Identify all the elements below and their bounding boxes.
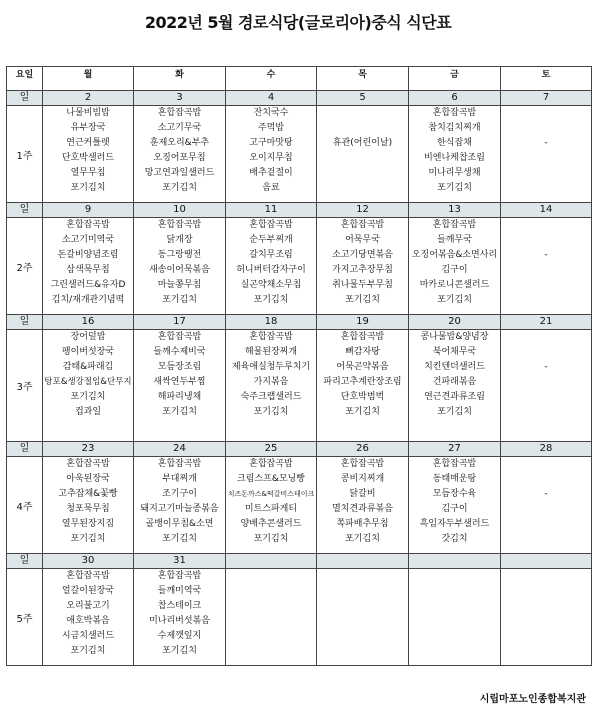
date-cell: 14 [501,203,592,218]
menu-item: 포기김치 [345,295,380,305]
menu-item [501,517,591,532]
menu-item: 혼합잡곡밥 [432,459,477,469]
menu-item: 포기김치 [253,295,289,305]
menu-row [7,218,592,315]
menu-item: 혼합잡곡밥 [66,459,110,469]
menu-item [501,472,591,487]
menu-item: 김구이 [441,265,468,275]
menu-item [501,390,591,405]
sunday-label: 일 [7,442,43,457]
date-cell: 19 [317,315,409,330]
menu-item: 혼합잡곡밥 [157,332,202,342]
menu-item: 얼갈이된장국 [61,586,115,596]
menu-item [317,584,408,599]
menu-item [501,345,591,360]
date-cell: 5 [317,91,409,106]
menu-item [501,457,591,472]
menu-item: 컵과일 [74,407,102,417]
menu-item: 탕포&생강절임&단무지 [44,377,132,387]
menu-cell [317,330,409,442]
menu-item [501,629,591,644]
date-cell: 12 [317,203,409,218]
sunday-label: 일 [7,203,43,218]
date-cell: 23 [43,442,134,457]
menu-item: 숙주크랩샐러드 [240,392,302,402]
menu-item [501,166,591,181]
date-cell: 25 [226,442,317,457]
menu-item: 실곤약채소무침 [240,280,302,290]
date-cell: 30 [43,554,134,569]
menu-cell [501,218,592,315]
menu-cell [409,330,501,442]
menu-item: 포기김치 [345,534,380,544]
menu-item [226,584,316,599]
menu-cell [226,457,317,554]
menu-item: 혼합잡곡밥 [157,108,202,118]
menu-cell [226,330,317,442]
menu-item [501,181,591,196]
date-cell: 18 [226,315,317,330]
menu-item: 포기김치 [162,646,197,656]
menu-item [501,218,591,233]
menu-item: 포기김치 [162,534,197,544]
menu-item [317,181,408,196]
menu-cell [134,106,226,203]
menu-item: 포기김치 [437,183,472,193]
menu-item [409,569,500,584]
date-cell: 28 [501,442,592,457]
date-cell: 9 [43,203,134,218]
menu-item: 김치/재개관기념떡 [51,295,125,305]
menu-item: 포기김치 [437,295,472,305]
menu-item: 수제깻잎지 [157,631,202,641]
menu-cell [409,106,501,203]
menu-item [501,599,591,614]
menu-item: 혼합잡곡밥 [340,459,385,469]
week-label: 2주 [7,218,43,315]
menu-item [501,644,591,659]
menu-item: 망고연과일샐러드 [144,168,215,178]
date-cell: 21 [501,315,592,330]
date-row [7,315,592,330]
menu-row [7,457,592,554]
header-sat: 토 [501,67,592,91]
date-row [7,554,592,569]
menu-item: 소고기무국 [157,123,202,133]
menu-item: 김구이 [441,504,468,514]
menu-item: 콩비지찌개 [340,474,385,484]
menu-item: 애호박볶음 [66,616,110,626]
menu-item [226,644,316,659]
menu-item: 청포묵무침 [66,504,110,514]
date-cell: 3 [134,91,226,106]
menu-item: 가지고추장무침 [332,265,393,275]
menu-cell [409,218,501,315]
menu-item: 포기김치 [437,407,472,417]
menu-item: 주먹밥 [257,123,285,133]
menu-cell [43,330,134,442]
menu-item [501,569,591,584]
header-wed: 수 [226,67,317,91]
menu-item: 제육애실청두루치기 [231,362,311,372]
menu-item: 그린샐러드&유자D [50,280,126,290]
menu-cell [409,569,501,666]
menu-item [317,569,408,584]
menu-item [501,405,591,420]
menu-cell [501,457,592,554]
menu-item [317,121,408,136]
date-cell: 31 [134,554,226,569]
menu-item: 포기김치 [162,295,197,305]
menu-item: 혼합잡곡밥 [157,459,202,469]
menu-item: 혼합잡곡밥 [432,220,477,230]
menu-item [317,629,408,644]
menu-item: 장어덮밥 [70,332,106,342]
menu-item [501,614,591,629]
menu-item: 포기김치 [70,646,106,656]
menu-item: 동그랑땡전 [157,250,202,260]
menu-item: 소고기당면볶음 [332,250,393,260]
menu-item: 단호박범벅 [340,392,385,402]
menu-item: 고구마맛탕 [249,138,293,148]
menu-item: 모듬장조림 [157,362,202,372]
menu-item [317,106,408,121]
menu-item: 포기김치 [162,407,197,417]
header-thu: 목 [317,67,409,91]
menu-item: 고추잡채&꽃빵 [58,489,118,499]
menu-item: 취나물두부무침 [332,280,393,290]
menu-cell [43,106,134,203]
menu-item: 소고기미역국 [61,235,115,245]
date-row [7,91,592,106]
menu-item [409,629,500,644]
menu-item: 건파래볶음 [432,377,477,387]
menu-item: 혼합잡곡밥 [66,571,110,581]
menu-item: 뼈감자탕 [345,347,380,357]
menu-item: 혼합잡곡밥 [340,220,385,230]
menu-item: 동태매운탕 [432,474,477,484]
menu-item: 찹스테이크 [157,601,202,611]
date-cell: 6 [409,91,501,106]
menu-item: 쪽파배추무침 [336,519,389,529]
header-tue: 화 [134,67,226,91]
menu-cell [317,218,409,315]
menu-item: 어묵무국 [345,235,380,245]
menu-item: 갈치무조림 [249,250,293,260]
menu-item: 오징어볶음&소면사리 [411,250,498,260]
menu-item: 비엔나케찹조림 [424,153,485,163]
menu-item: 포기김치 [70,392,106,402]
menu-item: 돈갈비양념조림 [57,250,119,260]
menu-item [409,599,500,614]
menu-item: 포기김치 [162,183,197,193]
menu-row [7,330,592,442]
date-cell: 2 [43,91,134,106]
menu-cell [226,218,317,315]
menu-item [501,233,591,248]
menu-item [409,584,500,599]
menu-item [501,330,591,345]
menu-item: 포기김치 [70,534,106,544]
week-label: 1주 [7,106,43,203]
menu-cell [43,569,134,666]
menu-item: 혼합잡곡밥 [66,220,110,230]
menu-table [6,66,592,666]
date-cell: 10 [134,203,226,218]
date-cell [317,554,409,569]
menu-item: 감태&파래김 [62,362,114,372]
menu-item: 팽이버섯장국 [61,347,115,357]
date-cell: 11 [226,203,317,218]
menu-item: 흑임자두부샐러드 [419,519,490,529]
menu-cell [317,457,409,554]
menu-item: 새싹연두부찜 [153,377,206,387]
menu-item: 포기김치 [345,407,380,417]
date-cell [226,554,317,569]
menu-item: 열무된장지짐 [61,519,115,529]
menu-item [317,151,408,166]
date-cell: 26 [317,442,409,457]
week-label: 5주 [7,569,43,666]
menu-row [7,106,592,203]
menu-cell [43,457,134,554]
menu-item: 어묵곤약볶음 [336,362,389,372]
date-cell: 16 [43,315,134,330]
menu-item [501,584,591,599]
menu-item: 한식잡채 [437,138,472,148]
menu-item [501,278,591,293]
menu-cell [134,218,226,315]
date-row [7,442,592,457]
menu-item: 참치김치찌개 [428,123,481,133]
date-cell [501,554,592,569]
menu-item: 콩나물밥&양념장 [420,332,489,342]
menu-item [501,375,591,390]
menu-item [501,532,591,547]
menu-item: 삼색묵무침 [66,265,110,275]
date-cell: 27 [409,442,501,457]
menu-item: 파리고추계란장조림 [323,377,402,387]
menu-item: 포기김치 [253,407,289,417]
menu-cell [501,106,592,203]
menu-item: 단호박샐러드 [61,153,115,163]
menu-item: 시금치샐러드 [61,631,115,641]
footer-org: 시립마포노인종합복지관 [479,694,586,705]
menu-item: 마늘쫑무침 [157,280,202,290]
menu-item: 연근견과류조림 [424,392,485,402]
menu-item: 혼합잡곡밥 [249,220,293,230]
menu-item: 양배추콘샐러드 [240,519,302,529]
menu-item [317,644,408,659]
menu-item: 크림스프&모닝빵 [237,474,305,484]
menu-item [501,121,591,136]
menu-item: - [544,138,548,148]
date-cell: 7 [501,91,592,106]
menu-item [501,502,591,517]
menu-item: - [544,250,548,260]
menu-item [226,629,316,644]
menu-item: 혼합잡곡밥 [249,459,293,469]
menu-item [317,614,408,629]
menu-item: 조기구이 [162,489,197,499]
menu-item: 나물비빔밥 [66,108,110,118]
menu-item [226,569,316,584]
menu-item [501,263,591,278]
menu-item: 부대찌개 [162,474,197,484]
menu-cell [134,569,226,666]
menu-item: - [544,362,548,372]
menu-item: 아욱된장국 [66,474,110,484]
week-label: 4주 [7,457,43,554]
menu-item: 미나리무생채 [428,168,481,178]
menu-item: 잔치국수 [253,108,289,118]
menu-item: 해물된장찌개 [244,347,298,357]
menu-item: 혼합잡곡밥 [157,571,202,581]
menu-item: 음료 [262,183,280,193]
menu-item [317,599,408,614]
header-mon: 월 [43,67,134,91]
menu-item: 포기김치 [70,183,106,193]
menu-cell [226,106,317,203]
menu-item: 혼합잡곡밥 [432,108,477,118]
menu-item: 돼지고기마늘종볶음 [140,504,219,514]
menu-cell [134,457,226,554]
menu-item: 열무무침 [70,168,106,178]
menu-item: 모듬장수육 [432,489,477,499]
menu-item [226,614,316,629]
menu-item: 혼합잡곡밥 [157,220,202,230]
menu-row [7,569,592,666]
menu-item: 혼합잡곡밥 [249,332,293,342]
menu-item: 오징어포무침 [153,153,206,163]
menu-cell [226,569,317,666]
menu-item [226,599,316,614]
sunday-label: 일 [7,554,43,569]
menu-item: 해파리냉채 [157,392,202,402]
menu-item: 새송이어묵볶음 [149,265,210,275]
date-cell: 13 [409,203,501,218]
menu-item [501,151,591,166]
menu-cell [409,457,501,554]
menu-item: 치킨텐더샐러드 [424,362,485,372]
sunday-label: 일 [7,91,43,106]
menu-item: 멸치견과류볶음 [332,504,393,514]
menu-item: 치즈돈까스&떡갈비스테이크 [227,490,315,498]
menu-item: 닭개장 [166,235,193,245]
header-fri: 금 [409,67,501,91]
week-label: 3주 [7,330,43,442]
menu-item: - [544,489,548,499]
menu-item: 들깨무국 [437,235,472,245]
menu-cell [43,218,134,315]
menu-item: 혼합잡곡밥 [340,332,385,342]
menu-item: 오리불고기 [66,601,110,611]
menu-item: 포기김치 [253,534,289,544]
menu-item: 골뱅이무침&소면 [145,519,214,529]
date-cell: 24 [134,442,226,457]
page-title: 2022년 5월 경로식당(글로리아)중식 식단표 [144,13,452,32]
menu-item: 연근커틀렛 [66,138,110,148]
menu-item: 허니버터감자구이 [236,265,306,275]
menu-item [409,614,500,629]
menu-item: 들깨수제비국 [153,347,206,357]
menu-cell [134,330,226,442]
date-cell [409,554,501,569]
menu-item [501,293,591,308]
menu-item [317,166,408,181]
menu-item [501,106,591,121]
date-row [7,203,592,218]
menu-item: 북어채무국 [432,347,477,357]
menu-item: 훈제오리&부추 [149,138,210,148]
menu-item: 들깨미역국 [157,586,202,596]
header-day-label: 요일 [7,67,43,91]
menu-item [409,644,500,659]
menu-cell [501,330,592,442]
menu-item: 오이지무침 [249,153,293,163]
sunday-label: 일 [7,315,43,330]
menu-item: 순두부찌개 [249,235,293,245]
menu-item: 미나리버섯볶음 [149,616,210,626]
menu-item: 유부장국 [70,123,106,133]
menu-cell [317,106,409,203]
menu-item: 가지볶음 [253,377,289,387]
menu-item: 미트스파게티 [244,504,298,514]
date-cell: 4 [226,91,317,106]
menu-cell [501,569,592,666]
menu-item: 갓김치 [441,534,468,544]
menu-item: 배추겉절이 [249,168,293,178]
menu-item: 닭갈비 [349,489,376,499]
date-cell: 17 [134,315,226,330]
menu-cell [317,569,409,666]
date-cell: 20 [409,315,501,330]
menu-item: 마카로니콘샐러드 [419,280,490,290]
menu-item: 휴관(어린이날) [332,138,393,148]
